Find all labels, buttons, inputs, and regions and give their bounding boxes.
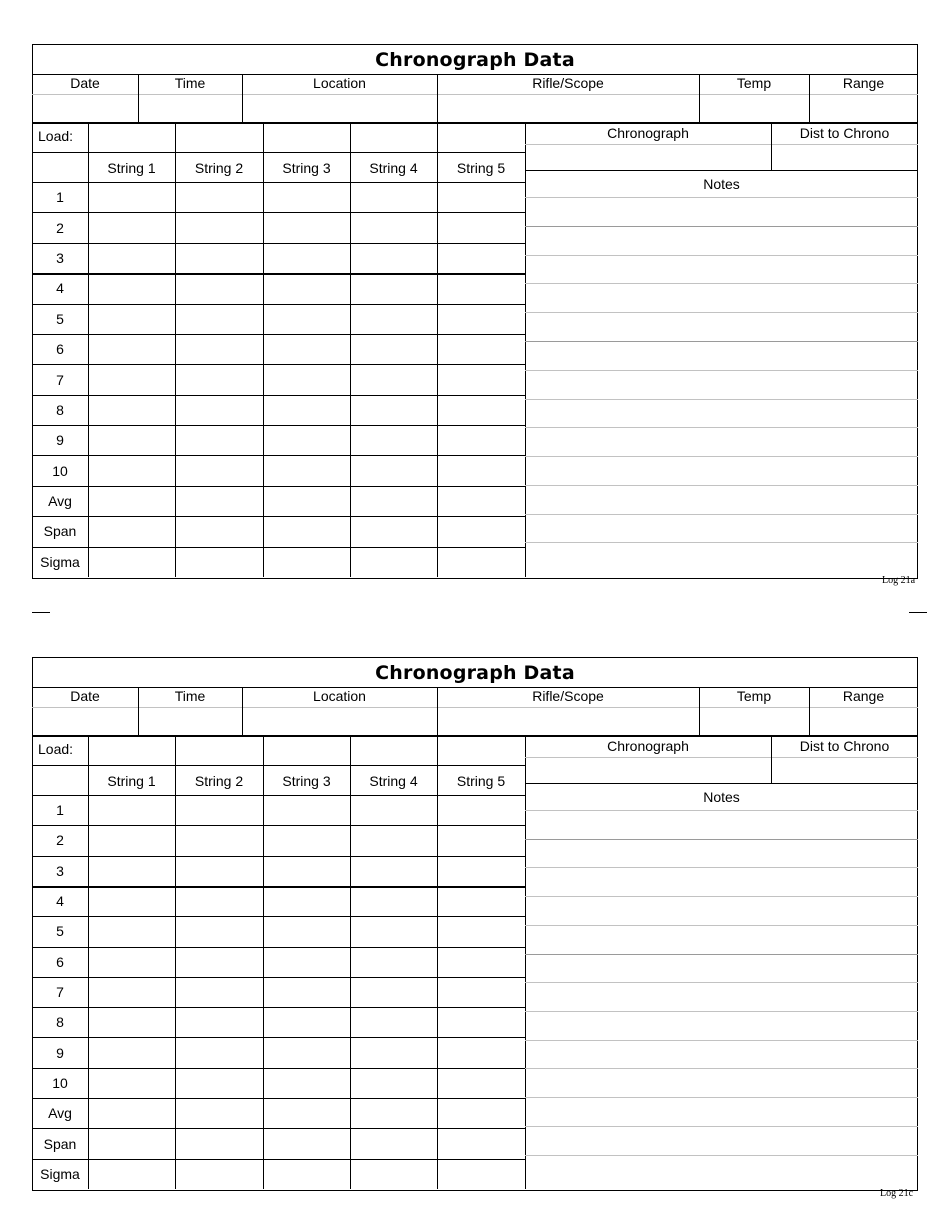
load-field-4[interactable]	[350, 736, 437, 764]
string-3-cell[interactable]	[263, 1160, 350, 1188]
header-time-label: Time	[174, 75, 206, 91]
string-2-cell[interactable]	[175, 274, 263, 302]
load-field-3[interactable]	[263, 736, 350, 764]
load-field-2[interactable]	[175, 123, 263, 151]
string-1-cell[interactable]	[88, 274, 175, 302]
string-3-cell[interactable]	[263, 948, 350, 976]
header-range-field[interactable]	[809, 95, 918, 121]
string-4-cell[interactable]	[350, 426, 437, 454]
chronograph-form-b	[32, 657, 918, 1189]
string-4-cell[interactable]	[350, 396, 437, 424]
row-label-3: 3	[56, 249, 64, 266]
string-5-cell[interactable]	[437, 1038, 525, 1066]
form-title: Chronograph Data	[375, 662, 575, 684]
string-1-cell[interactable]	[88, 1129, 175, 1157]
cut-mark-right	[909, 612, 927, 613]
string-5-cell[interactable]	[437, 1069, 525, 1097]
string-4-cell[interactable]	[350, 1038, 437, 1066]
string-3-cell[interactable]	[263, 517, 350, 545]
row-label-1: 1	[56, 802, 64, 819]
string-4-cell[interactable]	[350, 517, 437, 545]
rule-line	[525, 170, 918, 171]
string-2-cell[interactable]	[175, 1038, 263, 1066]
chronograph-label: Chronograph	[607, 125, 689, 141]
string-1-cell[interactable]	[88, 887, 175, 915]
string-5-cell[interactable]	[437, 335, 525, 363]
string-5-cell[interactable]	[437, 857, 525, 885]
string-2-cell[interactable]	[175, 917, 263, 945]
row-label-5: 5	[56, 923, 64, 940]
load-field-4[interactable]	[350, 123, 437, 151]
string-3-cell[interactable]	[263, 244, 350, 272]
notes-label: Notes	[703, 176, 740, 192]
string-2-cell[interactable]	[175, 1129, 263, 1157]
string-4-cell[interactable]	[350, 826, 437, 854]
string-2-cell[interactable]	[175, 1160, 263, 1188]
chronograph-field[interactable]	[525, 145, 771, 169]
string-5-cell[interactable]	[437, 396, 525, 424]
string-2-cell[interactable]	[175, 548, 263, 576]
rule-line	[32, 765, 525, 766]
string-1-header: String 1	[107, 773, 156, 789]
string-1-cell[interactable]	[88, 1069, 175, 1097]
row-label-6: 6	[56, 341, 64, 358]
string-4-cell[interactable]	[350, 335, 437, 363]
header-temp-field[interactable]	[699, 95, 809, 121]
string-2-cell[interactable]	[175, 826, 263, 854]
string-3-cell[interactable]	[263, 274, 350, 302]
string-4-cell[interactable]	[350, 548, 437, 576]
string-3-cell[interactable]	[263, 456, 350, 484]
string-1-cell[interactable]	[88, 948, 175, 976]
string-1-cell[interactable]	[88, 365, 175, 393]
header-location-field[interactable]	[242, 708, 437, 734]
string-4-cell[interactable]	[350, 1160, 437, 1188]
string-1-cell[interactable]	[88, 487, 175, 515]
string-1-cell[interactable]	[88, 917, 175, 945]
string-3-cell[interactable]	[263, 426, 350, 454]
string-4-cell[interactable]	[350, 917, 437, 945]
row-label-sigma: Sigma	[40, 1165, 80, 1182]
string-1-cell[interactable]	[88, 1038, 175, 1066]
string-4-cell[interactable]	[350, 244, 437, 272]
string-5-cell[interactable]	[437, 487, 525, 515]
string-1-cell[interactable]	[88, 456, 175, 484]
string-4-cell[interactable]	[350, 487, 437, 515]
load-label: Load:	[38, 741, 74, 757]
row-label-7: 7	[56, 984, 64, 1000]
string-4-header: String 4	[369, 773, 418, 789]
string-4-cell[interactable]	[350, 1008, 437, 1036]
string-3-cell[interactable]	[263, 1038, 350, 1066]
string-2-cell[interactable]	[175, 887, 263, 915]
string-5-cell[interactable]	[437, 517, 525, 545]
string-2-cell[interactable]	[175, 487, 263, 515]
string-2-cell[interactable]	[175, 244, 263, 272]
row-label-span: Span	[43, 523, 77, 540]
string-1-cell[interactable]	[88, 796, 175, 824]
string-2-cell[interactable]	[175, 305, 263, 333]
string-1-cell[interactable]	[88, 1008, 175, 1036]
string-3-cell[interactable]	[263, 213, 350, 241]
string-4-cell[interactable]	[350, 456, 437, 484]
load-field-3[interactable]	[263, 123, 350, 151]
row-label-4: 4	[56, 280, 64, 297]
header-rifle-scope-label: Rifle/Scope	[532, 75, 604, 91]
row-label-6: 6	[56, 953, 64, 970]
row-label-avg: Avg	[48, 493, 72, 510]
string-3-cell[interactable]	[263, 1008, 350, 1036]
header-time-field[interactable]	[138, 95, 242, 121]
chronograph-label: Chronograph	[607, 738, 689, 754]
string-4-cell[interactable]	[350, 796, 437, 824]
load-field-5[interactable]	[437, 736, 525, 764]
header-rifle-scope-field[interactable]	[437, 708, 699, 734]
form-b-footer: Log 21c	[880, 1188, 914, 1199]
row-label-8: 8	[56, 1014, 64, 1031]
form-a-footer: Log 21a	[882, 575, 916, 586]
string-1-cell[interactable]	[88, 426, 175, 454]
string-2-cell[interactable]	[175, 183, 263, 211]
string-5-cell[interactable]	[437, 917, 525, 945]
string-3-cell[interactable]	[263, 1129, 350, 1157]
string-3-cell[interactable]	[263, 335, 350, 363]
string-4-header: String 4	[369, 160, 418, 176]
load-field-1[interactable]	[88, 123, 175, 151]
row-label-span: Span	[43, 1135, 77, 1152]
header-time-label: Time	[174, 688, 206, 704]
string-2-cell[interactable]	[175, 456, 263, 484]
string-2-cell[interactable]	[175, 365, 263, 393]
dist-to-chrono-field[interactable]	[771, 145, 918, 169]
string-2-header: String 2	[194, 160, 244, 176]
string-5-cell[interactable]	[437, 183, 525, 211]
string-3-header: String 3	[282, 773, 331, 789]
string-3-cell[interactable]	[263, 1069, 350, 1097]
header-range-label: Range	[842, 75, 885, 91]
string-1-cell[interactable]	[88, 517, 175, 545]
header-location-field[interactable]	[242, 95, 437, 121]
string-5-cell[interactable]	[437, 274, 525, 302]
string-3-cell[interactable]	[263, 826, 350, 854]
string-1-cell[interactable]	[88, 978, 175, 1006]
string-3-cell[interactable]	[263, 857, 350, 885]
header-range-label: Range	[842, 688, 885, 704]
string-4-cell[interactable]	[350, 365, 437, 393]
string-1-cell[interactable]	[88, 305, 175, 333]
string-5-cell[interactable]	[437, 1129, 525, 1157]
row-label-10: 10	[52, 1074, 68, 1091]
string-1-cell[interactable]	[88, 1160, 175, 1188]
rule-line	[32, 152, 525, 153]
string-1-cell[interactable]	[88, 396, 175, 424]
string-1-cell[interactable]	[88, 1099, 175, 1127]
string-5-cell[interactable]	[437, 548, 525, 576]
string-2-cell[interactable]	[175, 1008, 263, 1036]
load-field-1[interactable]	[88, 736, 175, 764]
chronograph-field[interactable]	[525, 758, 771, 782]
header-rifle-scope-field[interactable]	[437, 95, 699, 121]
row-label-10: 10	[52, 462, 68, 479]
string-3-cell[interactable]	[263, 796, 350, 824]
header-rifle-scope-label: Rifle/Scope	[532, 688, 604, 704]
string-5-cell[interactable]	[437, 978, 525, 1006]
string-4-cell[interactable]	[350, 857, 437, 885]
string-2-cell[interactable]	[175, 978, 263, 1006]
string-2-cell[interactable]	[175, 948, 263, 976]
string-2-cell[interactable]	[175, 1069, 263, 1097]
string-3-cell[interactable]	[263, 1099, 350, 1127]
header-temp-label: Temp	[736, 75, 772, 91]
string-5-cell[interactable]	[437, 796, 525, 824]
string-4-cell[interactable]	[350, 305, 437, 333]
string-5-header: String 5	[456, 773, 506, 789]
header-date-field[interactable]	[32, 95, 138, 121]
header-temp-label: Temp	[736, 688, 772, 704]
string-5-header: String 5	[456, 160, 506, 176]
string-3-header: String 3	[282, 160, 331, 176]
string-2-header: String 2	[194, 773, 244, 789]
string-5-cell[interactable]	[437, 244, 525, 272]
string-1-cell[interactable]	[88, 857, 175, 885]
string-4-cell[interactable]	[350, 274, 437, 302]
string-2-cell[interactable]	[175, 857, 263, 885]
notes-label: Notes	[703, 789, 740, 805]
string-3-cell[interactable]	[263, 396, 350, 424]
string-2-cell[interactable]	[175, 396, 263, 424]
header-date-field[interactable]	[32, 708, 138, 734]
load-label: Load:	[38, 128, 74, 144]
string-1-cell[interactable]	[88, 335, 175, 363]
string-3-cell[interactable]	[263, 887, 350, 915]
string-1-header: String 1	[107, 160, 156, 176]
string-2-cell[interactable]	[175, 426, 263, 454]
string-3-cell[interactable]	[263, 978, 350, 1006]
row-label-4: 4	[56, 893, 64, 910]
string-2-cell[interactable]	[175, 335, 263, 363]
string-2-cell[interactable]	[175, 213, 263, 241]
header-date-label: Date	[70, 688, 100, 704]
dist-to-chrono-label: Dist to Chrono	[799, 738, 890, 754]
load-field-2[interactable]	[175, 736, 263, 764]
header-location-label: Location	[313, 75, 366, 91]
string-5-cell[interactable]	[437, 305, 525, 333]
row-label-2: 2	[56, 832, 64, 849]
string-4-cell[interactable]	[350, 1129, 437, 1157]
header-date-label: Date	[70, 75, 100, 91]
row-label-2: 2	[56, 219, 64, 236]
string-4-cell[interactable]	[350, 1099, 437, 1127]
string-1-cell[interactable]	[88, 548, 175, 576]
notes-area[interactable]	[526, 807, 917, 1187]
form-title: Chronograph Data	[375, 49, 575, 71]
string-5-cell[interactable]	[437, 365, 525, 393]
string-3-cell[interactable]	[263, 365, 350, 393]
string-5-cell[interactable]	[437, 948, 525, 976]
header-temp-field[interactable]	[699, 708, 809, 734]
string-2-cell[interactable]	[175, 796, 263, 824]
string-1-cell[interactable]	[88, 183, 175, 211]
string-5-cell[interactable]	[437, 213, 525, 241]
string-2-cell[interactable]	[175, 517, 263, 545]
row-label-sigma: Sigma	[40, 553, 80, 570]
string-4-cell[interactable]	[350, 887, 437, 915]
header-location-label: Location	[313, 688, 366, 704]
string-4-cell[interactable]	[350, 183, 437, 211]
string-5-cell[interactable]	[437, 456, 525, 484]
string-3-cell[interactable]	[263, 487, 350, 515]
row-label-8: 8	[56, 401, 64, 418]
row-label-1: 1	[56, 189, 64, 206]
string-5-cell[interactable]	[437, 826, 525, 854]
header-range-field[interactable]	[809, 708, 918, 734]
string-5-cell[interactable]	[437, 887, 525, 915]
row-label-9: 9	[56, 432, 64, 449]
row-label-5: 5	[56, 310, 64, 327]
string-1-cell[interactable]	[88, 244, 175, 272]
cut-mark-left	[32, 612, 50, 613]
row-label-3: 3	[56, 862, 64, 879]
row-label-9: 9	[56, 1044, 64, 1061]
load-field-5[interactable]	[437, 123, 525, 151]
string-5-cell[interactable]	[437, 1008, 525, 1036]
string-4-cell[interactable]	[350, 948, 437, 976]
notes-area[interactable]	[526, 194, 917, 575]
header-time-field[interactable]	[138, 708, 242, 734]
string-4-cell[interactable]	[350, 1069, 437, 1097]
string-4-cell[interactable]	[350, 978, 437, 1006]
string-1-cell[interactable]	[88, 826, 175, 854]
row-label-avg: Avg	[48, 1105, 72, 1122]
dist-to-chrono-field[interactable]	[771, 758, 918, 782]
string-3-cell[interactable]	[263, 917, 350, 945]
dist-to-chrono-label: Dist to Chrono	[799, 125, 890, 141]
row-label-7: 7	[56, 371, 64, 388]
rule-line	[525, 783, 918, 784]
string-4-cell[interactable]	[350, 213, 437, 241]
string-3-cell[interactable]	[263, 183, 350, 211]
string-2-cell[interactable]	[175, 1099, 263, 1127]
string-5-cell[interactable]	[437, 426, 525, 454]
string-5-cell[interactable]	[437, 1160, 525, 1188]
string-3-cell[interactable]	[263, 305, 350, 333]
chronograph-form-a	[32, 44, 918, 577]
string-3-cell[interactable]	[263, 548, 350, 576]
string-5-cell[interactable]	[437, 1099, 525, 1127]
string-1-cell[interactable]	[88, 213, 175, 241]
